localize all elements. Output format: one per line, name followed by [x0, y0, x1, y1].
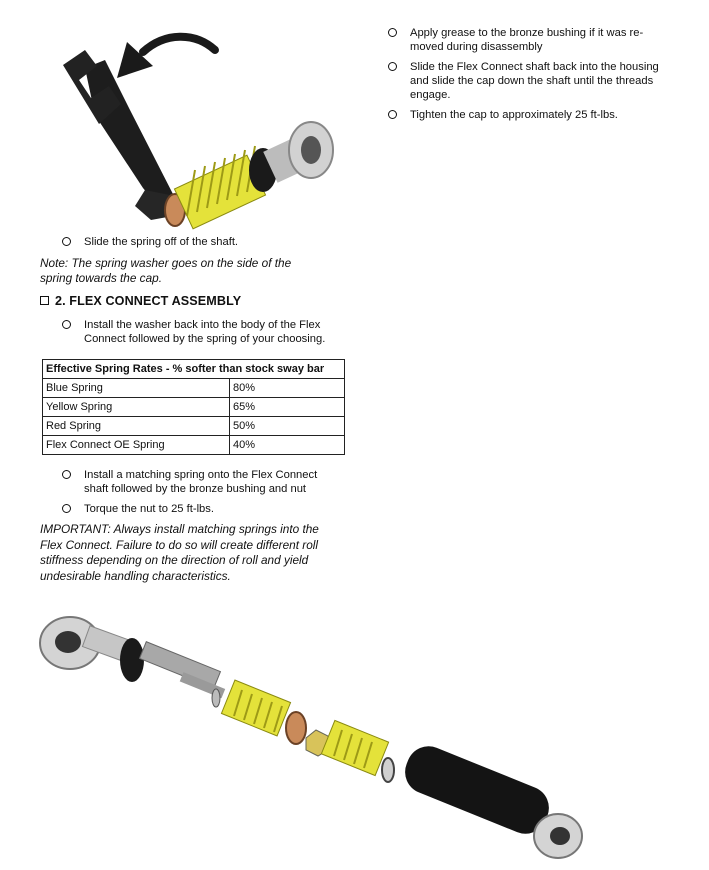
washer [382, 758, 394, 782]
table-row [43, 436, 345, 455]
circle-bullet-icon [62, 320, 71, 329]
bullet-text: Slide the spring off of the shaft. [84, 236, 239, 248]
table-row [43, 379, 345, 398]
bullet-text: Slide the Flex Connect shaft back into the housing and slide the cap down the shaft until the threads engage. [410, 61, 659, 101]
exploded-assembly-illustration [30, 598, 610, 868]
right-bullet-3 [388, 108, 688, 122]
circle-bullet-icon [388, 110, 397, 119]
right-bullet-1 [388, 26, 688, 54]
spring-rate-cell: 40% [230, 436, 345, 455]
spring-washer [212, 689, 220, 707]
shaft [140, 642, 226, 699]
spring-rate-cell: 65% [230, 398, 345, 417]
right-rod-end [534, 814, 582, 858]
spring-washer-note: Note: The spring washer goes on the side of the spring towards the cap. [40, 256, 292, 285]
checkbox-icon [40, 296, 49, 305]
bullet-text: Apply grease to the bronze bushing if it was re- moved during disassembly [410, 27, 644, 53]
bullet-text: Torque the nut to 25 ft-lbs. [84, 503, 214, 515]
rotation-arrow-icon [143, 37, 215, 52]
bullet-text: Install the washer back into the body of the Flex Connect followed by the spring of your choosing. [84, 319, 326, 345]
rod-end [263, 122, 333, 183]
table-header: Effective Spring Rates - % softer than stock sway bar [43, 360, 345, 379]
spring-rates-table [42, 359, 345, 455]
spring-name-cell: Red Spring [43, 417, 230, 436]
circle-bullet-icon [388, 62, 397, 71]
black-collar [120, 638, 144, 682]
spring-name-cell: Flex Connect OE Spring [43, 436, 230, 455]
yellow-spring-1 [221, 680, 290, 736]
table-row [43, 417, 345, 436]
step2-bullet-install-washer [62, 318, 362, 346]
spring-rate-cell: 80% [230, 379, 345, 398]
wrench-removal-illustration [35, 20, 355, 250]
spring-rate-cell: 50% [230, 417, 345, 436]
spring-name-cell: Yellow Spring [43, 398, 230, 417]
bronze-bushing [286, 712, 306, 744]
yellow-spring-2 [321, 720, 388, 775]
step1-bullet [62, 235, 352, 249]
step2-bullet-matching-spring [62, 468, 362, 496]
spring-name-cell: Blue Spring [43, 379, 230, 398]
flex-connect-assembly-heading [40, 294, 241, 308]
right-bullet-2 [388, 60, 688, 102]
heading-text: 2. FLEX CONNECT ASSEMBLY [55, 294, 242, 308]
black-housing [398, 740, 555, 841]
circle-bullet-icon [388, 28, 397, 37]
table-header-row [43, 360, 345, 379]
circle-bullet-icon [62, 470, 71, 479]
circle-bullet-icon [62, 504, 71, 513]
bullet-text: Install a matching spring onto the Flex Connect shaft followed by the bronze bushing and nut [84, 469, 318, 495]
bullet-text: Tighten the cap to approximately 25 ft-lbs. [410, 109, 618, 121]
circle-bullet-icon [62, 237, 71, 246]
important-note: IMPORTANT: Always install matching springs into the Flex Connect. Failure to do so will create different roll stiffness depending on the direction of roll and yield undesirable handling characteristics. [40, 522, 319, 583]
step2-bullet-torque-nut [62, 502, 362, 516]
table-row [43, 398, 345, 417]
left-rod-end [40, 617, 128, 669]
